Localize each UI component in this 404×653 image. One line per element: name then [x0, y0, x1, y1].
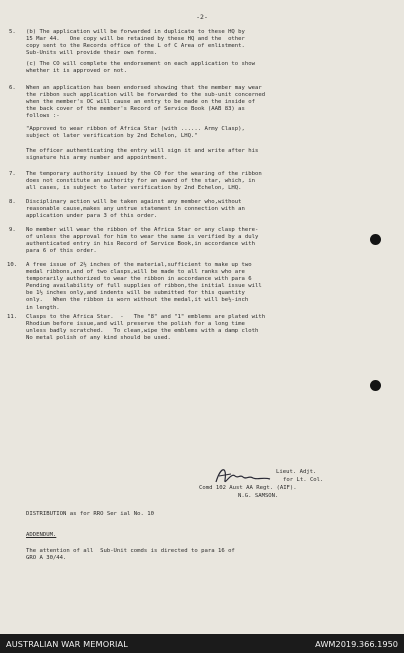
page-number: -2- — [196, 13, 208, 21]
line: the ribbon such application will be forwarded to the sub-unit concerned — [26, 92, 266, 99]
footer-accession-number: AWM2019.366.1950 — [315, 639, 398, 649]
line: whether it is approved or not. — [26, 68, 128, 75]
line: 15 Mar 44. One copy will be retained by these HQ and the other — [26, 36, 245, 43]
line: Clasps to the Africa Star. - The "8" and "1" emblems are plated with — [26, 314, 266, 320]
para-number: 9. — [9, 227, 16, 233]
line: only. When the ribbon is worn without the medal,it will be½-inch — [26, 297, 249, 304]
line: temporarily authorized to wear the ribbon in accordance with para 6 — [26, 276, 252, 283]
punch-hole — [370, 380, 381, 391]
para-6 — [26, 85, 265, 120]
line: all cases, is subject to later verification by 2nd Echelon, LHQ. — [26, 185, 242, 192]
para-number: 11. — [7, 314, 18, 320]
signature-title: Lieut. Adjt. — [276, 469, 317, 475]
line: copy sent to the Records office of the L of C Area of enlistment. — [26, 43, 245, 50]
line: (c) The CO will complete the endorsement on each application to show — [26, 61, 256, 67]
line: When an application has been endorsed showing that the member may wear — [26, 85, 262, 91]
line: reasonable cause,makes any untrue statement in connection with an — [26, 206, 245, 213]
para-number: 7. — [9, 171, 16, 177]
line: Disciplinary action will be taken against any member who,without — [26, 199, 242, 205]
para-11 — [26, 314, 265, 342]
line: does not constitute an authority for an award of the star, which, in — [26, 178, 256, 185]
line: signature his army number and appointment. — [26, 155, 168, 162]
punch-hole — [370, 234, 381, 245]
line: GRO A 30/44. — [26, 555, 67, 562]
line: the back cover of the member's Record of Service Book (AAB 83) as — [26, 106, 245, 113]
line: The attention of all Sub-Unit comds is directed to para 16 of — [26, 548, 235, 554]
line: medal ribbons,and of two clasps,will be made to all ranks who are — [26, 269, 245, 276]
line: be 1½ inches only,and indents will be submitted for this quantity — [26, 290, 245, 297]
line: No member will wear the ribbon of the Africa Star or any clasp there- — [26, 227, 259, 233]
para-5b — [26, 29, 245, 57]
archive-footer — [0, 634, 404, 653]
signature-for: for Lt. Col. — [283, 477, 324, 483]
line: A free issue of 2½ inches of the material,sufficient to make up two — [26, 262, 252, 268]
signature-name: N.G. SAMSON. — [238, 493, 279, 499]
line: The temporary authority issued by the CO for the wearing of the ribbon — [26, 171, 262, 177]
para-6-officer — [26, 148, 258, 162]
para-number: 10. — [7, 262, 18, 268]
line: Pending availability of full supplies of ribbon,the initial issue will — [26, 283, 262, 290]
line: Sub-Units will provide their own forms. — [26, 50, 158, 57]
line: The officer authenticating the entry will sign it and write after his — [26, 148, 259, 154]
para-number: 8. — [9, 199, 16, 205]
line: of unless the approval for him to wear the same is verified by a duly — [26, 234, 259, 241]
para-9 — [26, 227, 258, 255]
line: "Approved to wear ribbon of Africa Star (with ...... Army Clasp), — [26, 126, 245, 132]
para-number: 6. — [9, 85, 16, 91]
footer-institution: AUSTRALIAN WAR MEMORIAL — [6, 639, 128, 649]
para-7 — [26, 171, 262, 192]
line: para 6 of this order. — [26, 248, 97, 255]
signature-unit: Comd 102 Aust AA Regt. (AIF). — [199, 485, 297, 491]
line: follows :- — [26, 113, 60, 120]
para-6-quote — [26, 126, 245, 140]
line: application under para 3 of this order. — [26, 213, 158, 220]
para-number: 5. — [9, 29, 16, 35]
line: authenticated entry in his Record of Service Book,in accordance with — [26, 241, 256, 248]
line: unless badly scratched. To clean,wipe the emblems with a damp cloth — [26, 328, 259, 335]
para-10 — [26, 262, 262, 312]
para-5c — [26, 61, 255, 75]
line: (b) The application will be forwarded in duplicate to these HQ by — [26, 29, 245, 35]
line: in length. — [26, 304, 60, 311]
line: No metal polish of any kind should be used. — [26, 335, 171, 342]
addendum-title: ADDENDUM. — [26, 532, 57, 538]
addendum-body — [26, 548, 235, 562]
line: subject ot later verification by 2nd Echelon, LHQ." — [26, 133, 198, 140]
line: when the member's OC will cause an entry to be made on the inside of — [26, 99, 256, 106]
line: Rhodium before issue,and will preserve the polish for a long time — [26, 321, 245, 328]
distribution: DISTRIBUTION as for RRO Ser ial No. 10 — [26, 511, 154, 517]
para-8 — [26, 199, 245, 220]
